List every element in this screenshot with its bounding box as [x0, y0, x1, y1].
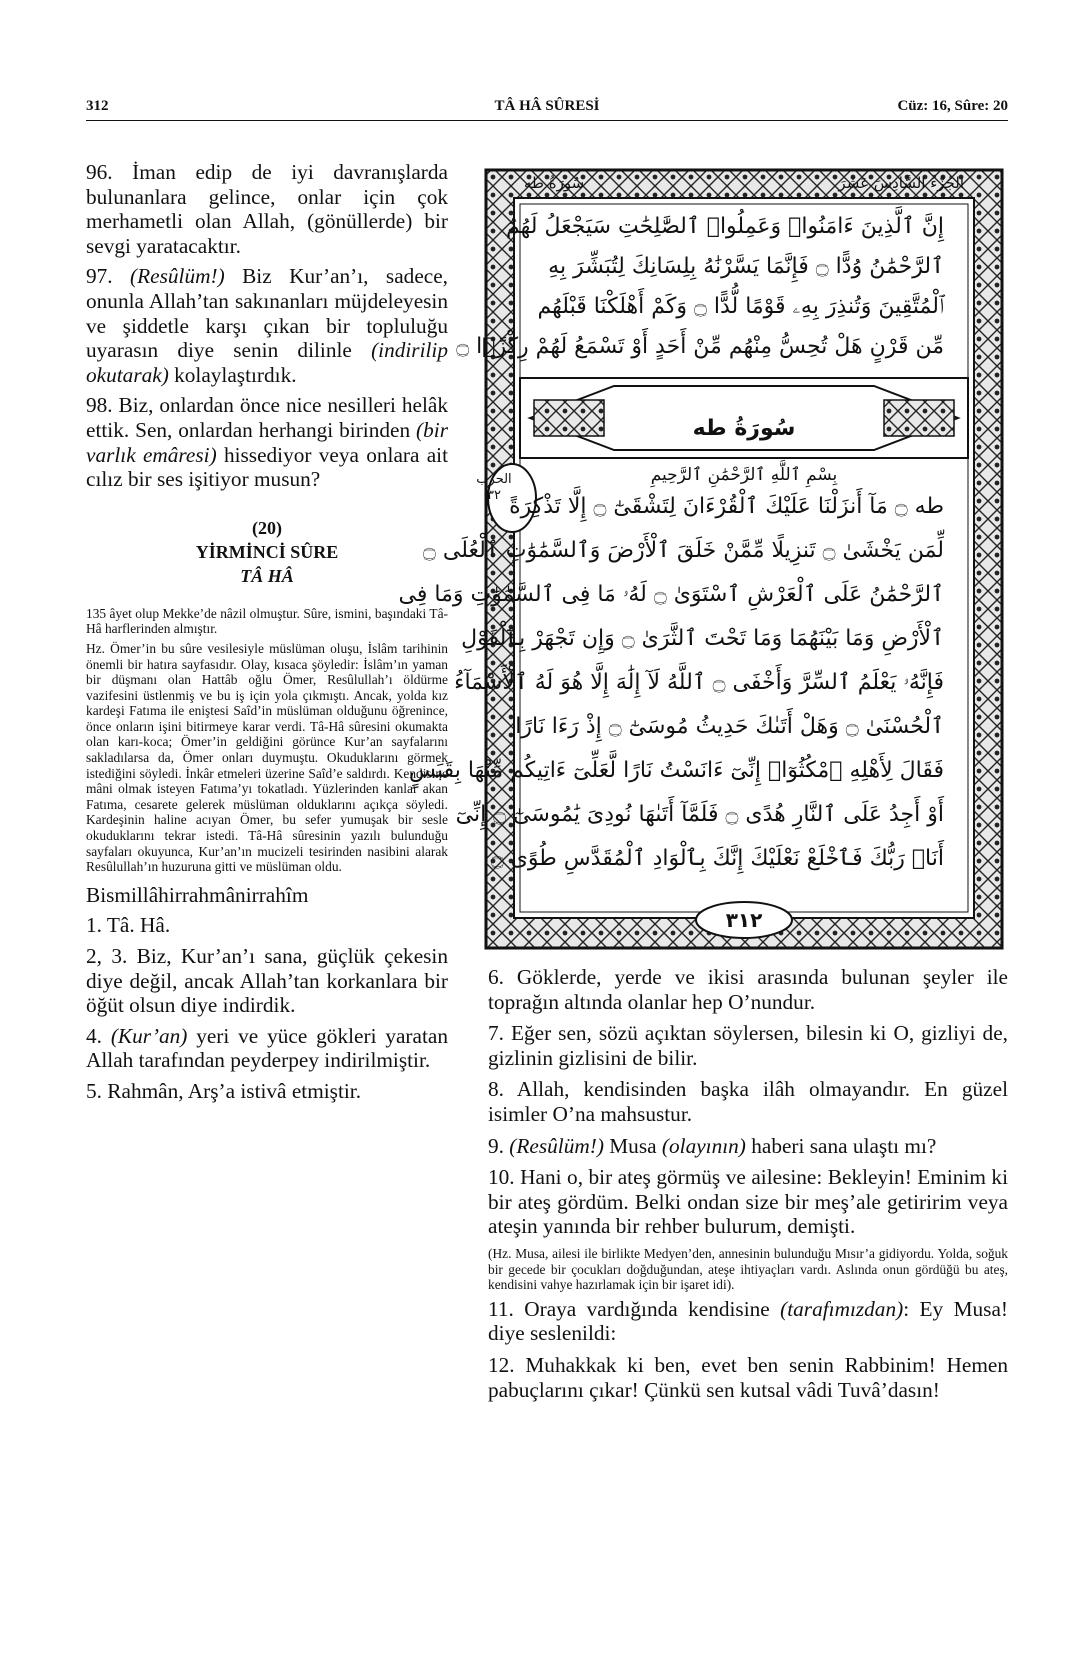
mushaf-line: ٱلْأَرْضِ وَمَا بَيْنَهُمَا وَمَا تَحْتَ ٱلثَّرَىٰ ۝ وَإِن تَجْهَرْ بِٱلْقَوْلِ: [461, 626, 944, 651]
mushaf-line: ٱلرَّحْمَٰنُ وُدًّا ۝ فَإِنَّمَا يَسَّرْنَٰهُ بِلِسَانِكَ لِتُبَشِّرَ بِهِ: [548, 254, 944, 279]
mushaf-hizb-marker: الحزب ٣٢: [476, 472, 512, 503]
verse-6: 6. Göklerde, yerde ve ikisi arasında bulunan şeyler ile toprağın altında olanlar hep O’nundur.: [488, 965, 1008, 1014]
mushaf-line: ٱلْحُسْنَىٰ ۝ وَهَلْ أَتَىٰكَ حَدِيثُ مُوسَىٰٓ ۝ إِذْ رَءَا نَارًا: [515, 714, 944, 739]
page-header: [86, 94, 1008, 121]
sure-intro-1: 135 âyet olup Mekke’de nâzil olmuştur. Sûre, ismini, başındaki Tâ-Hâ harflerinden almıştır.: [86, 605, 448, 637]
mushaf-page-number: ٣١٢: [725, 908, 763, 932]
juz-sure-location: Cüz: 16, Sûre: 20: [897, 98, 1008, 114]
verse-9: 9. (Resûlüm!) Musa (olayının) haberi sana ulaştı mı?: [488, 1133, 937, 1158]
mushaf-page-image: [398, 168, 1004, 950]
verse-8: 8. Allah, kendisinden başka ilâh olmayandır. En güzel isimler O’na mahsustur.: [488, 1077, 1008, 1126]
mushaf-sura-heading: سُورَةُ طه: [692, 416, 796, 441]
verse-11: 11. Oraya vardığında kendisine (tarafımızdan): Ey Musa! diye seslenildi:: [488, 1296, 1008, 1346]
page-title: TÂ HÂ SÛRESİ: [494, 98, 600, 114]
mushaf-line: إِنَّ ٱلَّذِينَ ءَامَنُوا۟ وَعَمِلُوا۟ ٱلصَّٰلِحَٰتِ سَيَجْعَلُ لَهُمُ: [505, 214, 944, 239]
sure-title: TÂ HÂ: [240, 565, 294, 586]
verse-7: 7. Eğer sen, sözü açıktan söylersen, bilesin ki O, gizliyi de, gizlinin gizlisini de bilir.: [488, 1021, 1008, 1070]
verse-10-note: (Hz. Musa, ailesi ile birlikte Medyen’den, annesinin bulunduğu Mısır’a gidiyordu. Yolda, soğuk bir gecede bir çocukları doğduğundan, ateşe ihtiyaçları vardı. Aslında onun gördüğü bu ateş, kendisini vahye hazırlamak için bir işaret idi).: [488, 1245, 1008, 1293]
sure-intro-2: Hz. Ömer’in bu sûre vesilesiyle müslüman oluşu, İslâm tarihinin önemli bir hatıra sayfasıdır. Olay, kısaca şöyledir: İslâm’ın yaman bir düşmanı olan Hattâb oğlu Ömer, Resûlullah’ı öldürme vazifesini üstlenmiş ve bu iş için yola çıkmıştı. Ancak, yolda kız kardeşi Fatıma ile eniştesi Saîd’in müslüman olduğunu öğrenince, önce onların işini bitirmeye karar verdi. Tâ-Hâ sûresini okumakta olan karı-koca; Ömer’in geldiğini görünce Kur’an sayfalarını sakladılarsa da, Ömer onları duymuştu. Okuduklarını görmek istediğini söyledi. İnkâr etmeleri üzerine Saîd’e saldırdı. Kendisine mâni olmak isteyen Fatıma’yı tokatladı. Yüzlerinden kanlar akan Fatıma, cesarete gelerek müslüman olduklarını açıkça söyledi. Kardeşinin haline acıyan Ömer, bu sefer yumuşak bir sesle okuduklarını tekrar istedi. Tâ-Hâ sûresinin yazılı bulunduğu sayfaları okuyunca, Kur’an’ın mucizeli tesirinden nasibini alarak Resûlullah’ın huzuruna gitti ve müslüman oldu.: [86, 640, 448, 875]
mushaf-line: ٱلرَّحْمَٰنُ عَلَى ٱلْعَرْشِ ٱسْتَوَىٰ ۝ لَهُۥ مَا فِى ٱلسَّمَٰوَٰتِ وَمَا فِى: [398, 582, 944, 607]
mushaf-sura-label: سُورَةُ طه: [524, 174, 585, 192]
verse-1: 1. Tâ. Hâ.: [86, 913, 171, 938]
mushaf-line: فَإِنَّهُۥ يَعْلَمُ ٱلسِّرَّ وَأَخْفَى ۝ ٱللَّهُ لَآ إِلَٰهَ إِلَّا هُوَ لَهُ ٱلْأَسْمَآءُ: [454, 670, 944, 695]
verse-5: 5. Rahmân, Arş’a istivâ etmiştir.: [86, 1078, 362, 1103]
mushaf-line: لِّمَن يَخْشَىٰ ۝ تَنزِيلًا مِّمَّنْ خَلَقَ ٱلْأَرْضَ وَٱلسَّمَٰوَٰتِ ٱلْعُلَى ۝: [423, 538, 944, 563]
left-column: [86, 160, 448, 1110]
verse-12: 12. Muhakkak ki ben, evet ben senin Rabbinim! Hemen pabuçlarını çıkar! Çünkü sen kutsal vâdi Tuvâ’dasın!: [488, 1352, 1008, 1402]
verse-96: 96. İman edip de iyi davranışlarda bulunanlara gelince, onlar için çok merhametli olan Allah, (gönüllerde) bir sevgi yaratacaktır.: [86, 160, 448, 258]
sure-number: (20): [252, 517, 282, 538]
verse-98: 98. Biz, onlardan önce nice nesilleri helâk ettik. Sen, onlardan herhangi birinden (bir varlık emâresi) hissediyor veya onlara ait cılız bir ses işitiyor musun?: [86, 393, 448, 492]
verse-2-3: 2, 3. Biz, Kur’an’ı sana, güçlük çekesin diye değil, ancak Allah’tan korkanlara bir öğüt olsun diye indirdik.: [86, 944, 448, 1018]
verse-4: 4. (Kur’an) yeri ve yüce gökleri yaratan Allah tarafından peyderpey indirilmiştir.: [86, 1023, 448, 1073]
mushaf-line: فَقَالَ لِأَهْلِهِ ٱمْكُثُوٓا۟ إِنِّىٓ ءَانَسْتُ نَارًا لَّعَلِّىٓ ءَاتِيكُم مِّنْهَا بِقَبَسٍ: [408, 758, 944, 783]
basmala: Bismillâhirrahmânirrahîm: [86, 882, 309, 907]
page-number: 312: [86, 98, 109, 114]
mushaf-line: أَوْ أَجِدُ عَلَى ٱلنَّارِ هُدًى ۝ فَلَمَّآ أَتَىٰهَا نُودِىَ يَٰمُوسَىٰٓ ۝ إِنِّىٓ: [455, 802, 944, 827]
sure-heading: [86, 516, 448, 588]
mushaf-line: مِّن قَرْنٍ هَلْ تُحِسُّ مِنْهُم مِّنْ أَحَدٍ أَوْ تَسْمَعُ لَهُمْ رِكْزًۢا ۝: [456, 334, 944, 359]
verse-97: 97. (Resûlüm!) Biz Kur’an’ı, sadece, onunla Allah’tan sakınanları müjdeleyesin ve şiddetle karşı çıkan bir topluluğu uyarasın diye senin dilinle (indirilip okutarak) kolaylaştırdık.: [86, 264, 448, 387]
sure-name: YİRMİNCİ SÛRE: [195, 541, 339, 562]
mushaf-line: طه ۝ مَآ أَنزَلْنَا عَلَيْكَ ٱلْقُرْءَانَ لِتَشْقَىٰٓ ۝ إِلَّا تَذْكِرَةً: [509, 494, 944, 519]
verse-10: 10. Hani o, bir ateş görmüş ve ailesine: Bekleyin! Eminim ki bir ateş gördüm. Belki ondan size bir meş’ale getiririm veya ateşin yanında bir rehber bulurum, demişti.: [488, 1165, 1008, 1239]
mushaf-line: أَنَا۠ رَبُّكَ فَٱخْلَعْ نَعْلَيْكَ إِنَّكَ بِٱلْوَادِ ٱلْمُقَدَّسِ طُوًى ۝: [490, 846, 944, 871]
mushaf-juz-label: الجُزْءُ السَّادِسَ عَشَرَ: [838, 174, 964, 192]
mushaf-basmala: بِسْمِ ٱللَّهِ ٱلرَّحْمَٰنِ ٱلرَّحِيمِ: [650, 465, 838, 485]
right-column: [488, 965, 1008, 1409]
mushaf-line: ٱلْمُتَّقِينَ وَتُنذِرَ بِهِۦ قَوْمًا لُّدًّا ۝ وَكَمْ أَهْلَكْنَا قَبْلَهُم: [537, 294, 944, 319]
